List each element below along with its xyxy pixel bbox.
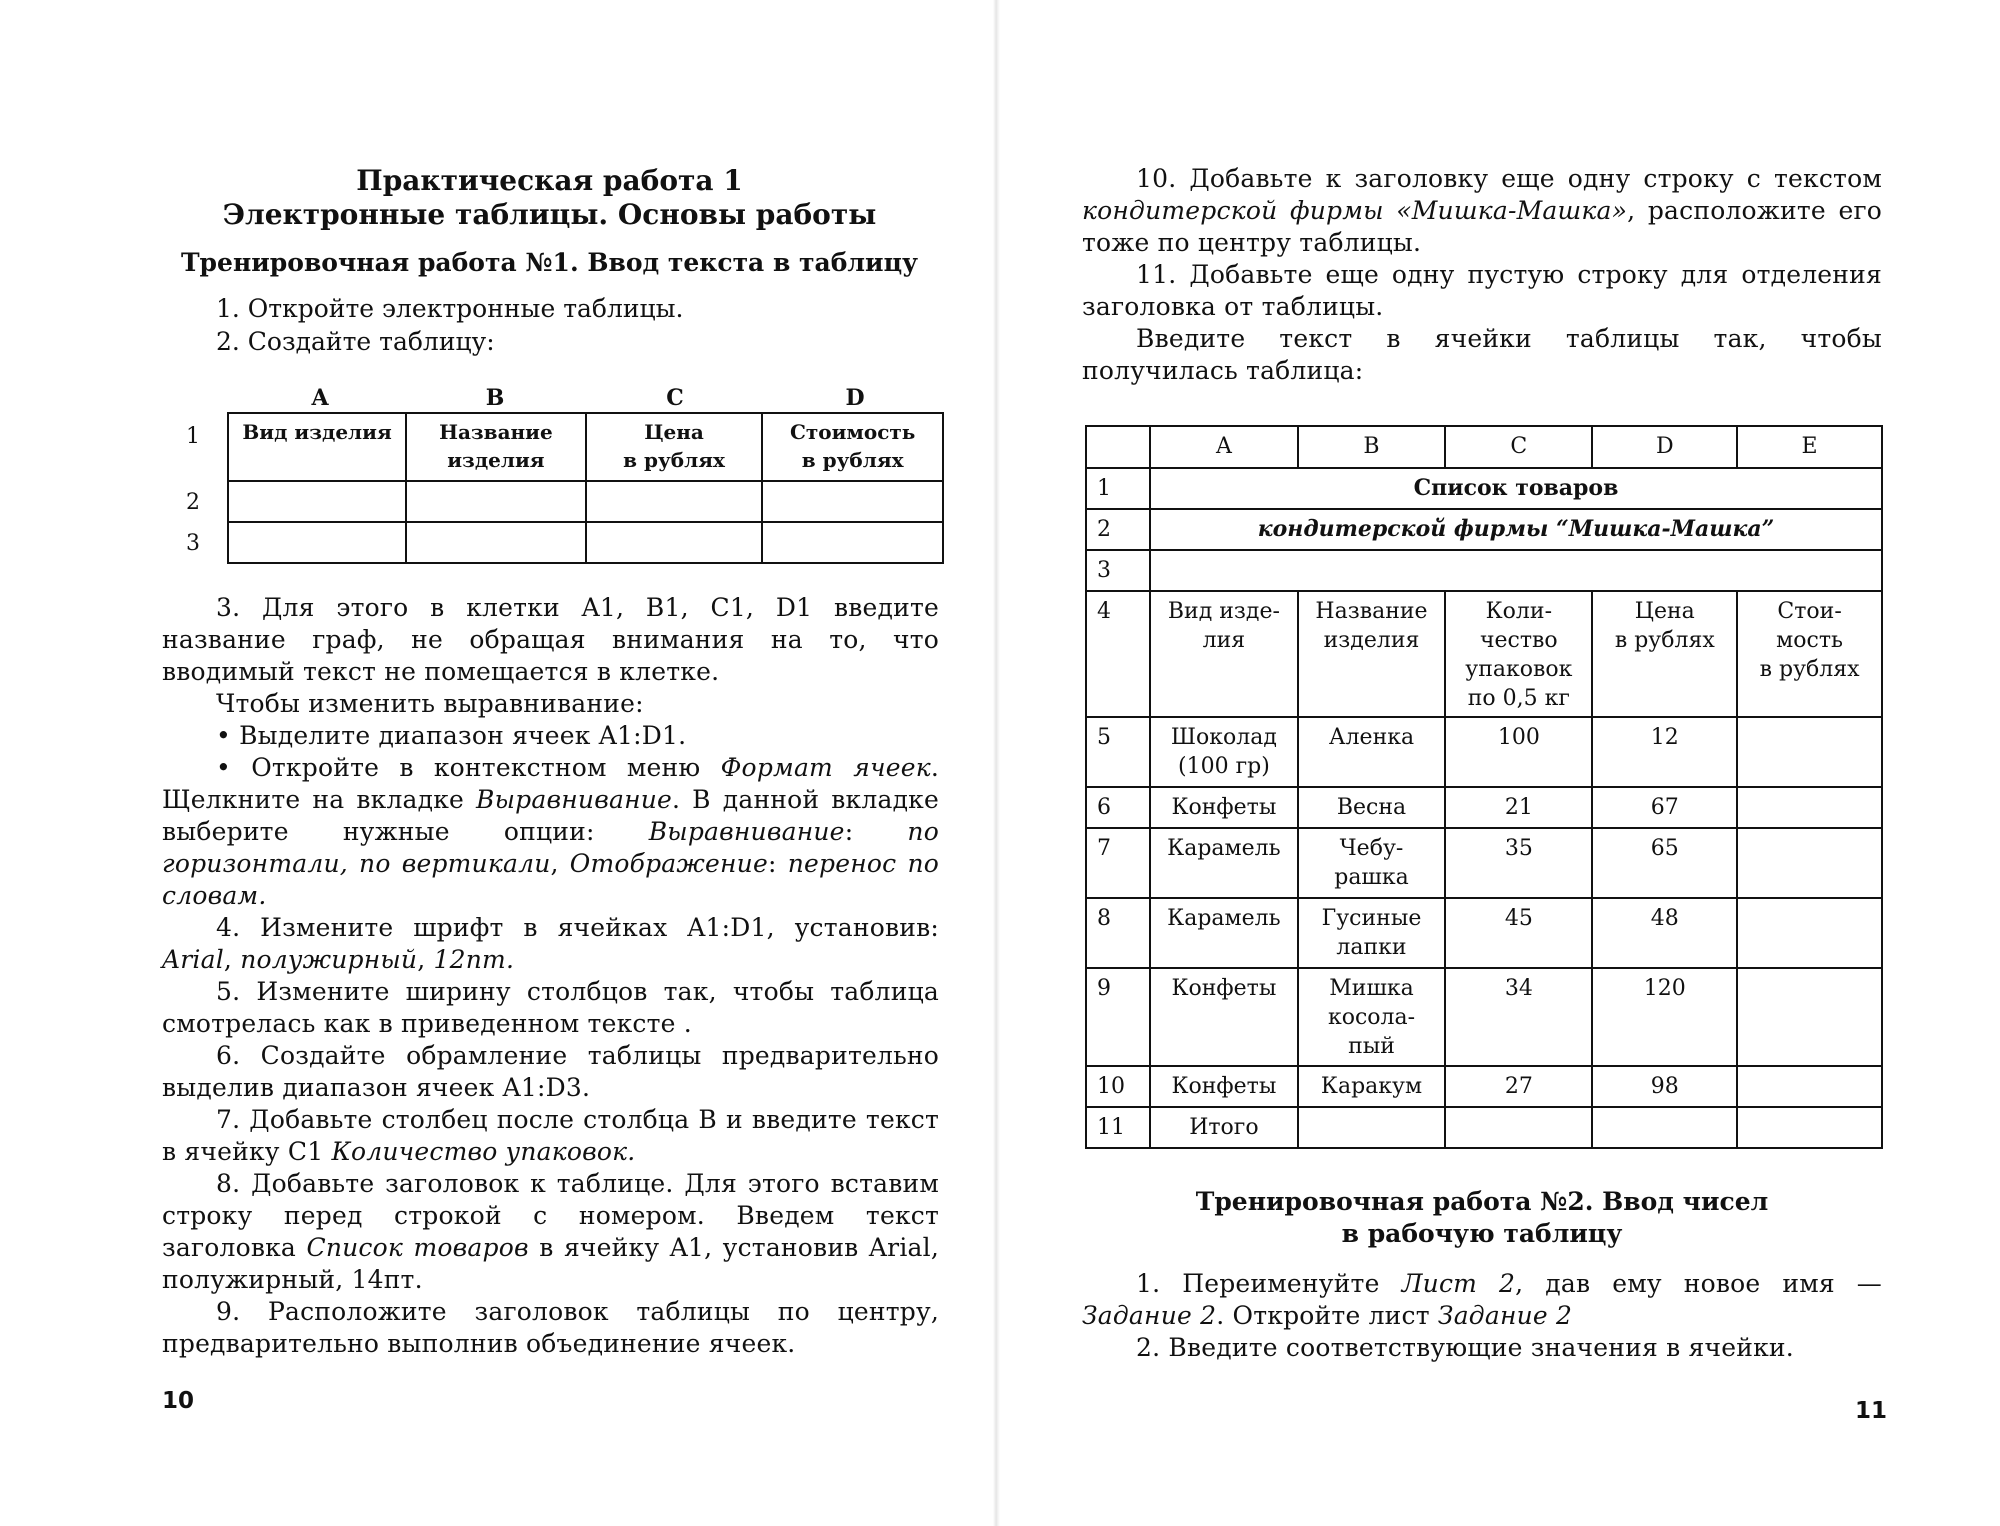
section-2-body bbox=[1082, 1268, 1882, 1364]
table-cell: Конфеты bbox=[1150, 968, 1298, 1066]
table-cell: Весна bbox=[1298, 787, 1446, 828]
alignment-intro: Чтобы изменить выравнивание: bbox=[216, 689, 644, 718]
step-1: 1. Откройте электронные таблицы. bbox=[216, 294, 684, 323]
step-2: 2. Создайте таблицу: bbox=[216, 327, 495, 356]
table-cell bbox=[1592, 1107, 1737, 1148]
empty-separator-cell bbox=[1150, 550, 1882, 591]
column-letter-d: D bbox=[1592, 426, 1737, 468]
s2-step-2: 2. Введите соответствующие значения в ячейки. bbox=[1136, 1333, 1794, 1362]
table-cell: Гусиные лапки bbox=[1298, 898, 1446, 968]
table-cell: 34 bbox=[1445, 968, 1592, 1066]
step-3: 3. Для этого в клетки A1, B1, C1, D1 введите название граф, не обращая внимания на то, что вводимый текст не помещается в клетке. bbox=[162, 593, 939, 686]
book-spine bbox=[993, 0, 1000, 1526]
table-cell bbox=[228, 522, 406, 563]
table-cell: Шоколад (100 гр) bbox=[1150, 717, 1298, 787]
table-cell: 67 bbox=[1592, 787, 1737, 828]
row-number: 2 bbox=[1086, 509, 1150, 550]
table-cell bbox=[1298, 1107, 1446, 1148]
table-cell: 100 bbox=[1445, 717, 1592, 787]
column-letter-e: E bbox=[1737, 426, 1882, 468]
row-number-3: 3 bbox=[186, 531, 200, 556]
right-page bbox=[1000, 0, 2000, 1526]
table-cell bbox=[1445, 1107, 1592, 1148]
bullet-2: • Откройте в контекстном меню Формат ячеек. Щелкните на вкладке Выравнивание. В данной вкладке выберите нужные опции: Выравнивание: по горизонтали, по вертикали, Отображение: перенос по словам. bbox=[162, 753, 939, 910]
table-cell: Карамель bbox=[1150, 828, 1298, 898]
products-table bbox=[1085, 425, 1883, 1149]
table-cell: Чебу- рашка bbox=[1298, 828, 1446, 898]
page-title: Практическая работа 1 bbox=[356, 164, 743, 197]
step-10: 10. Добавьте к заголовку еще одну строку с текстом кондитерской фирмы «Мишка-Машка», расположите его тоже по центру таблицы. bbox=[1082, 164, 1882, 257]
section-heading-2: Тренировочная работа №2. Ввод чисел bbox=[1195, 1187, 1769, 1216]
row-number: 9 bbox=[1086, 968, 1150, 1066]
table-cell bbox=[406, 522, 586, 563]
table-row bbox=[1086, 968, 1882, 1066]
table-cell bbox=[762, 481, 943, 522]
table-cell bbox=[1737, 787, 1882, 828]
header-cell: Цена в рублях bbox=[1592, 591, 1737, 717]
row-number-1: 1 bbox=[186, 424, 200, 449]
section-heading-1: Тренировочная работа №1. Ввод текста в таблицу bbox=[180, 248, 919, 277]
table-row bbox=[1086, 717, 1882, 787]
table-cell: 45 bbox=[1445, 898, 1592, 968]
table-row bbox=[1086, 898, 1882, 968]
left-page bbox=[0, 0, 993, 1526]
table-cell bbox=[586, 481, 763, 522]
table-cell bbox=[1737, 717, 1882, 787]
table-cell: Каракум bbox=[1298, 1066, 1446, 1107]
table-subtitle-cell: кондитерской фирмы “Мишка-Машка” bbox=[1150, 509, 1882, 550]
step-9: 9. Расположите заголовок таблицы по центру, предварительно выполнив объединение ячеек. bbox=[162, 1297, 939, 1358]
row-number-2: 2 bbox=[186, 490, 200, 515]
total-row bbox=[1086, 1107, 1882, 1148]
row-number: 11 bbox=[1086, 1107, 1150, 1148]
table-cell: Название изделия bbox=[406, 413, 586, 481]
table-title-cell: Список товаров bbox=[1150, 468, 1882, 509]
page-subtitle: Электронные таблицы. Основы работы bbox=[222, 198, 877, 231]
step-11: 11. Добавьте еще одну пустую строку для отделения заголовка от таблицы. bbox=[1082, 260, 1882, 321]
table-cell bbox=[1737, 1066, 1882, 1107]
s2-step-1: 1. Переименуйте Лист 2, дав ему новое имя — Задание 2. Откройте лист Задание 2 bbox=[1082, 1269, 1883, 1330]
step-6: 6. Создайте обрамление таблицы предварительно выделив диапазон ячеек A1:D3. bbox=[162, 1041, 939, 1102]
header-cell: Название изделия bbox=[1298, 591, 1446, 717]
table-cell bbox=[1737, 898, 1882, 968]
table-cell: Конфеты bbox=[1150, 1066, 1298, 1107]
table-cell: Карамель bbox=[1150, 898, 1298, 968]
column-letter-d: D bbox=[845, 385, 865, 411]
row-number: 1 bbox=[1086, 468, 1150, 509]
section-heading-2-line2: в рабочую таблицу bbox=[1341, 1219, 1623, 1248]
header-cell: Стои- мость в рублях bbox=[1737, 591, 1882, 717]
row-number: 6 bbox=[1086, 787, 1150, 828]
header-cell: Коли- чество упаковок по 0,5 кг bbox=[1445, 591, 1592, 717]
column-letter-c: C bbox=[666, 385, 684, 411]
table-cell bbox=[406, 481, 586, 522]
header-cell: Вид изде- лия bbox=[1150, 591, 1298, 717]
table-cell: Стоимость в рублях bbox=[762, 413, 943, 481]
table-cell: 120 bbox=[1592, 968, 1737, 1066]
table-cell bbox=[1737, 1107, 1882, 1148]
table-cell: 12 bbox=[1592, 717, 1737, 787]
table-cell: Вид изделия bbox=[228, 413, 406, 481]
step-5: 5. Измените ширину столбцов так, чтобы таблица смотрелась как в приведенном тексте . bbox=[162, 977, 939, 1038]
column-letter-a: A bbox=[1150, 426, 1298, 468]
table-cell: 65 bbox=[1592, 828, 1737, 898]
table-cell bbox=[1737, 828, 1882, 898]
row-number: 10 bbox=[1086, 1066, 1150, 1107]
table-cell: 48 bbox=[1592, 898, 1737, 968]
step-8: 8. Добавьте заголовок к таблице. Для этого вставим строку перед строкой с номером. Введем текст заголовка Список товаров в ячейку A1, установив Arial, полужирный, 14пт. bbox=[162, 1169, 939, 1294]
table-cell: Мишка косола- пый bbox=[1298, 968, 1446, 1066]
table-row bbox=[1086, 828, 1882, 898]
row-number: 7 bbox=[1086, 828, 1150, 898]
corner-cell bbox=[1086, 426, 1150, 468]
table-cell: Цена в рублях bbox=[586, 413, 763, 481]
table-cell: Аленка bbox=[1298, 717, 1446, 787]
table-intro: Введите текст в ячейки таблицы так, чтобы получилась таблица: bbox=[1082, 324, 1882, 385]
bullet-1: • Выделите диапазон ячеек A1:D1. bbox=[216, 721, 687, 750]
instructions-body-right bbox=[1082, 163, 1882, 387]
page-number-right: 11 bbox=[1855, 1398, 1888, 1424]
column-letter-b: B bbox=[485, 385, 505, 411]
table-cell bbox=[586, 522, 763, 563]
table-cell: 35 bbox=[1445, 828, 1592, 898]
table-row bbox=[1086, 1066, 1882, 1107]
column-letter-c: C bbox=[1445, 426, 1592, 468]
table-cell: Итого bbox=[1150, 1107, 1298, 1148]
step-7: 7. Добавьте столбец после столбца B и введите текст в ячейку C1 Количество упаковок. bbox=[162, 1105, 939, 1166]
table-cell bbox=[762, 522, 943, 563]
row-number: 4 bbox=[1086, 591, 1150, 717]
row-number: 8 bbox=[1086, 898, 1150, 968]
row-number: 3 bbox=[1086, 550, 1150, 591]
instructions-body bbox=[162, 592, 939, 1360]
table-cell bbox=[1737, 968, 1882, 1066]
column-letter-b: B bbox=[1298, 426, 1446, 468]
table-row bbox=[1086, 787, 1882, 828]
table-cell: 21 bbox=[1445, 787, 1592, 828]
table-cell: Конфеты bbox=[1150, 787, 1298, 828]
page-number-left: 10 bbox=[162, 1388, 195, 1414]
column-letter-a: A bbox=[311, 385, 329, 411]
table-cell: 98 bbox=[1592, 1066, 1737, 1107]
table-cell: 27 bbox=[1445, 1066, 1592, 1107]
table-header-row bbox=[1086, 591, 1882, 717]
step-4: 4. Измените шрифт в ячейках A1:D1, установив: Arial, полужирный, 12пт. bbox=[162, 913, 939, 974]
sample-table bbox=[227, 412, 944, 564]
table-cell bbox=[228, 481, 406, 522]
row-number: 5 bbox=[1086, 717, 1150, 787]
